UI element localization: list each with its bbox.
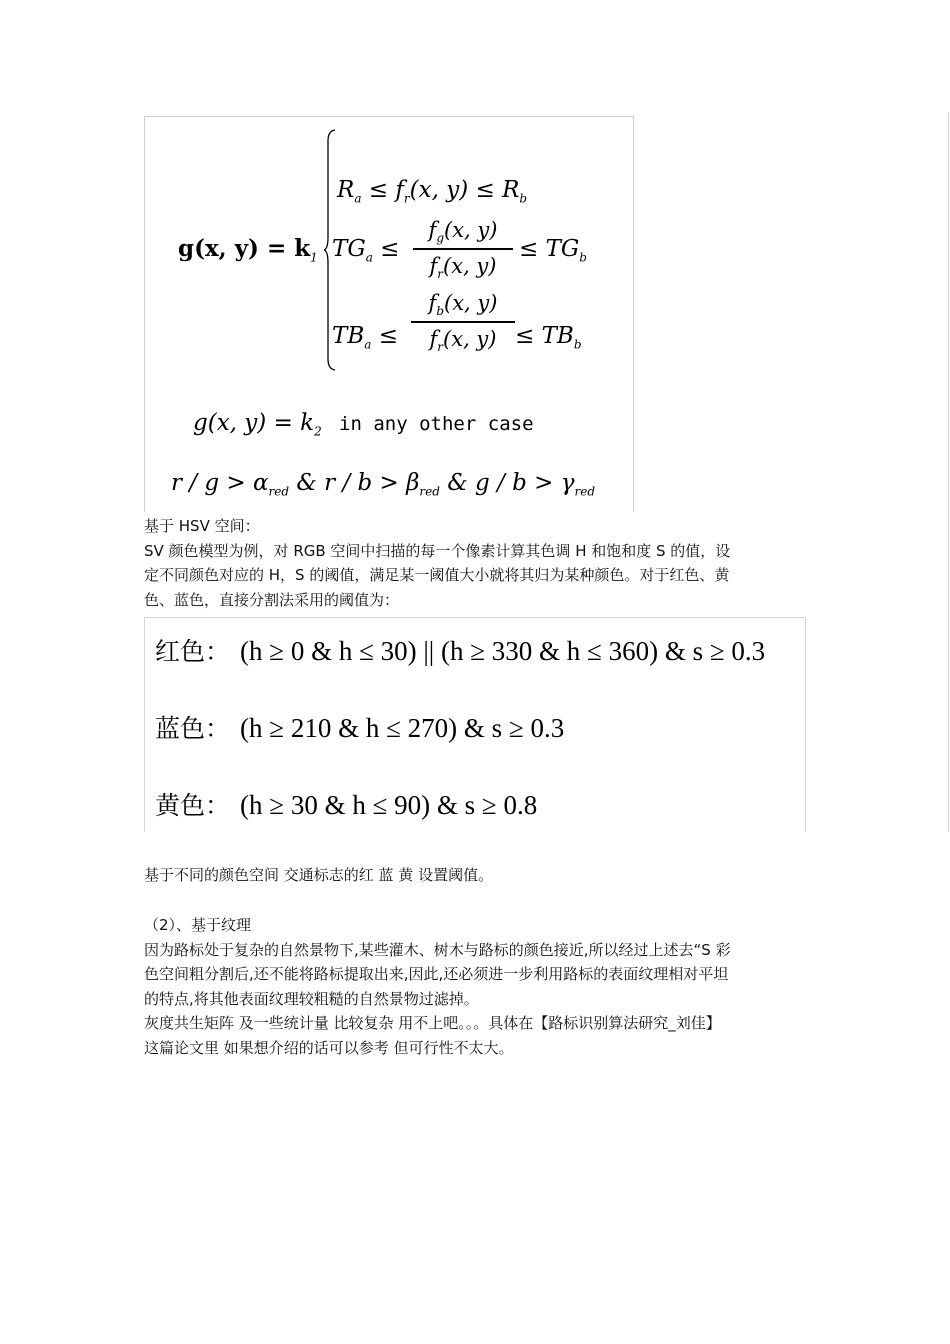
section-heading: （2）、基于纹理: [144, 916, 252, 934]
formula-other-case: g(x, $y) = k_2$ in any other case: [193, 410, 534, 439]
text-line: SV 颜色模型为例，对 RGB 空间中扫描的每一个像素计算其色调 H 和饱和度 S 的值，设: [144, 541, 731, 560]
formula-case3-right: ≤ $TB_b$: [515, 323, 582, 352]
threshold-red: 红色： (h ≥ 0 & h ≤ 30) || (h ≥ 330 & h ≤ 360) & s ≥ 0.3: [155, 636, 766, 666]
formula-case1: $R_a \le f_r(x$, $y) \le R_b$: [337, 177, 528, 206]
text-line: 定不同颜色对应的 H，S 的阈值，满足某一阈值大小就将其归为某种颜色。对于红色、黄: [144, 566, 730, 584]
paragraph-texture: [144, 913, 810, 1060]
text-line: 灰度共生矩阵 及一些统计量 比较复杂 用不上吧。。。具体在【路标识别算法研究_刘佳】: [144, 1014, 721, 1032]
formula-case2-left: $TG_a$ ≤: [332, 236, 400, 265]
paragraph-hsv-intro: [144, 514, 810, 612]
formula-ratio-condition: $r / g > \alpha_{red}$ & $r / b > \beta_{red}$ & $g / b > \gamma_{red}$: [171, 470, 596, 499]
text-line: 因为路标处于复杂的自然景物下,某些灌木、树木与路标的颜色接近,所以经过上述去“S 彩: [144, 940, 731, 959]
text-line: 的特点,将其他表面纹理较粗糙的自然景物过滤掉。: [144, 989, 479, 1008]
formula-figure: [144, 116, 634, 512]
threshold-yellow: 黄色： (h ≥ 30 & h ≤ 90) & s ≥ 0.8: [155, 790, 538, 820]
page-edge-line: [948, 112, 949, 832]
text-line: 基于不同的颜色空间 交通标志的红 蓝 黄 设置阈值。: [144, 866, 494, 884]
threshold-blue: 蓝色： (h ≥ 210 & h ≤ 270) & s ≥ 0.3: [155, 713, 565, 743]
paragraph-color-space: [144, 863, 810, 888]
formula-case3-left: $TB_a$ ≤: [332, 323, 398, 352]
formula-case2-right: ≤ $TG_b$: [519, 236, 587, 265]
text-line: 这篇论文里 如果想介绍的话可以参考 但可行性不太大。: [144, 1038, 514, 1057]
text-line: 色、蓝色，直接分割法采用的阈值为：: [144, 590, 400, 609]
formula-case2-fraction: $\frac{f_g(x, y)}{f_r(x, y)}$: [413, 218, 513, 281]
hsv-threshold-figure: [144, 617, 806, 832]
text-line: 基于 HSV 空间：: [144, 517, 260, 535]
formula-case3-fraction: $\frac{f_b(x, y)}{f_r(x, y)}$: [411, 291, 515, 354]
text-line: 色空间粗分割后,还不能将路标提取出来,因此,还必须进一步利用路标的表面纹理相对平坦: [144, 965, 729, 983]
formula-lhs: g(x, $y) = k_1$: [178, 235, 318, 265]
